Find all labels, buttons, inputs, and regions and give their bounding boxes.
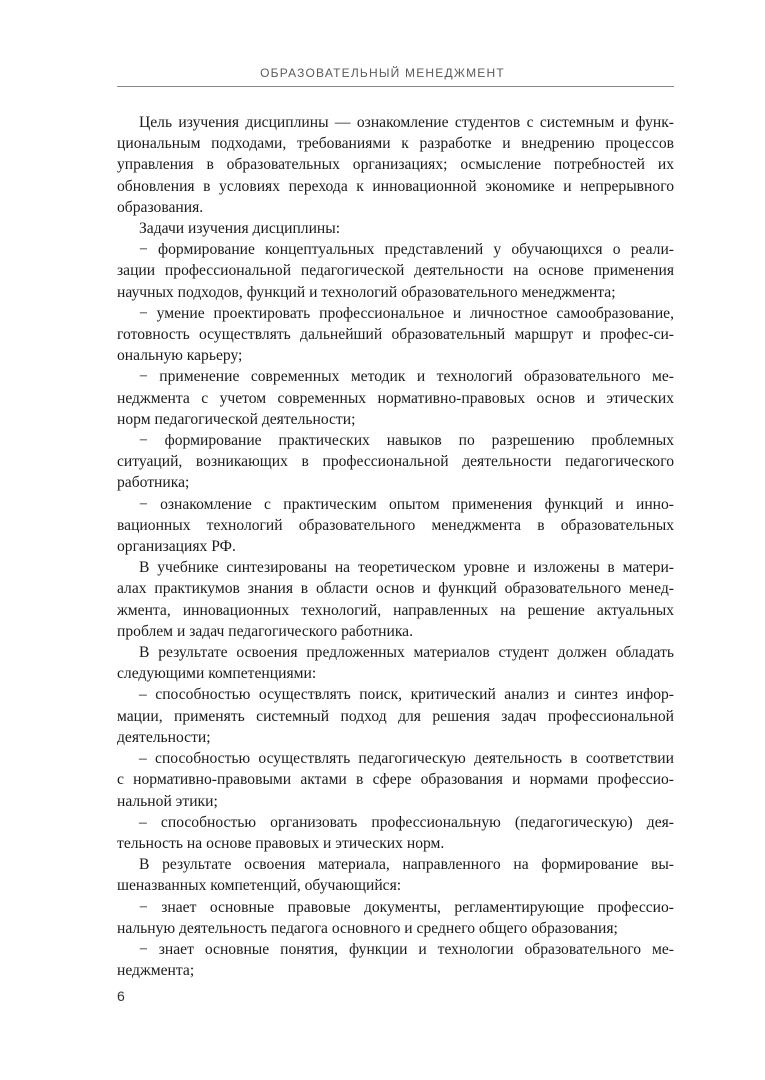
text-line: − формирование концептуальных представлений у обучающихся о реали- <box>139 241 674 259</box>
text-line: шеназванных компетенций, обучающийся: <box>117 877 402 895</box>
paragraph <box>117 366 674 430</box>
body-text <box>117 112 674 981</box>
paragraph <box>117 939 674 981</box>
paragraph <box>117 218 674 239</box>
text-line: организациях РФ. <box>117 538 236 556</box>
text-line: − знает основные правовые документы, регламентирующие профессио- <box>139 898 674 916</box>
text-line: − знает основные понятия, функции и технологии образовательного ме- <box>139 940 674 958</box>
paragraph <box>117 557 674 642</box>
text-line: нальной этики; <box>117 792 218 810</box>
text-line: Цель изучения дисциплины — ознакомление студентов с системным и функ- <box>139 114 674 131</box>
paragraph <box>117 494 674 558</box>
paragraph <box>117 748 674 812</box>
text-line: В результате освоения материала, направленного на формирование вы- <box>139 856 674 874</box>
text-line: Задачи изучения дисциплины: <box>139 220 341 238</box>
text-line: − умение проектировать профессиональное и личностное самообразование, <box>139 304 674 322</box>
paragraph <box>117 642 674 684</box>
text-line: − формирование практических навыков по разрешению проблемных <box>139 432 674 450</box>
text-line: обновления в условиях перехода к инновационной экономике и непрерывного <box>117 177 674 195</box>
text-line: неджмента с учетом современных нормативно-правовых основ и этических <box>117 389 674 407</box>
page-number: 6 <box>117 988 125 1004</box>
text-line: готовность осуществлять дальнейший образовательный маршрут и профес-си- <box>117 326 674 344</box>
text-line: – способностью организовать профессиональную (педагогическую) дея- <box>139 813 674 831</box>
text-line: − ознакомление с практическим опытом применения функций и инно- <box>139 495 674 513</box>
paragraph <box>117 854 674 896</box>
paragraph <box>117 430 674 494</box>
text-line: образования. <box>117 198 204 216</box>
text-line: неджмента; <box>117 962 195 980</box>
running-head: ОБРАЗОВАТЕЛЬНЫЙ МЕНЕДЖМЕНТ <box>260 66 505 80</box>
paragraph <box>117 897 674 939</box>
text-line: проблем и задач педагогического работника. <box>117 622 413 640</box>
text-line: жмента, инновационных технологий, направленных на решение актуальных <box>117 601 674 619</box>
text-line: циональным подходами, требованиями к разработке и внедрению процессов <box>117 135 674 153</box>
text-line: работника; <box>117 474 190 492</box>
text-line: – способностью осуществлять поиск, критический анализ и синтез инфор- <box>139 686 674 704</box>
text-line: ситуаций, возникающих в профессиональной деятельности педагогического <box>117 453 674 471</box>
text-line: научных подходов, функций и технологий образовательного менеджмента; <box>117 283 616 301</box>
header-rule <box>117 86 674 87</box>
text-line: мации, применять системный подход для решения задач профессиональной <box>117 707 674 725</box>
text-line: вационных технологий образовательного менеджмента в образовательных <box>117 516 674 534</box>
text-line: ональную карьеру; <box>117 347 243 365</box>
paragraph <box>117 112 674 218</box>
paragraph <box>117 812 674 854</box>
text-line: следующими компетенциями: <box>117 665 317 683</box>
text-line: − применение современных методик и технологий образовательного ме- <box>139 368 674 386</box>
text-line: норм педагогической деятельности; <box>117 410 356 428</box>
text-line: нальную деятельность педагога основного и среднего общего образования; <box>117 919 618 937</box>
text-line: алах практикумов знания в области основ и функций образовательного менед- <box>117 580 674 598</box>
paragraph <box>117 303 674 367</box>
text-line: – способностью осуществлять педагогическую деятельность в соответствии <box>139 750 674 768</box>
text-line: тельность на основе правовых и этических норм. <box>117 834 445 852</box>
text-line: В результате освоения предложенных материалов студент должен обладать <box>139 644 674 662</box>
text-line: управления в образовательных организациях; осмысление потребностей их <box>117 156 674 174</box>
text-line: деятельности; <box>117 728 211 746</box>
paragraph <box>117 239 674 303</box>
text-line: В учебнике синтезированы на теоретическом уровне и изложены в матери- <box>139 559 674 577</box>
paragraph <box>117 684 674 748</box>
text-line: зации профессиональной педагогической деятельности на основе применения <box>117 262 674 280</box>
text-line: с нормативно-правовыми актами в сфере образования и нормами профессио- <box>117 771 674 789</box>
